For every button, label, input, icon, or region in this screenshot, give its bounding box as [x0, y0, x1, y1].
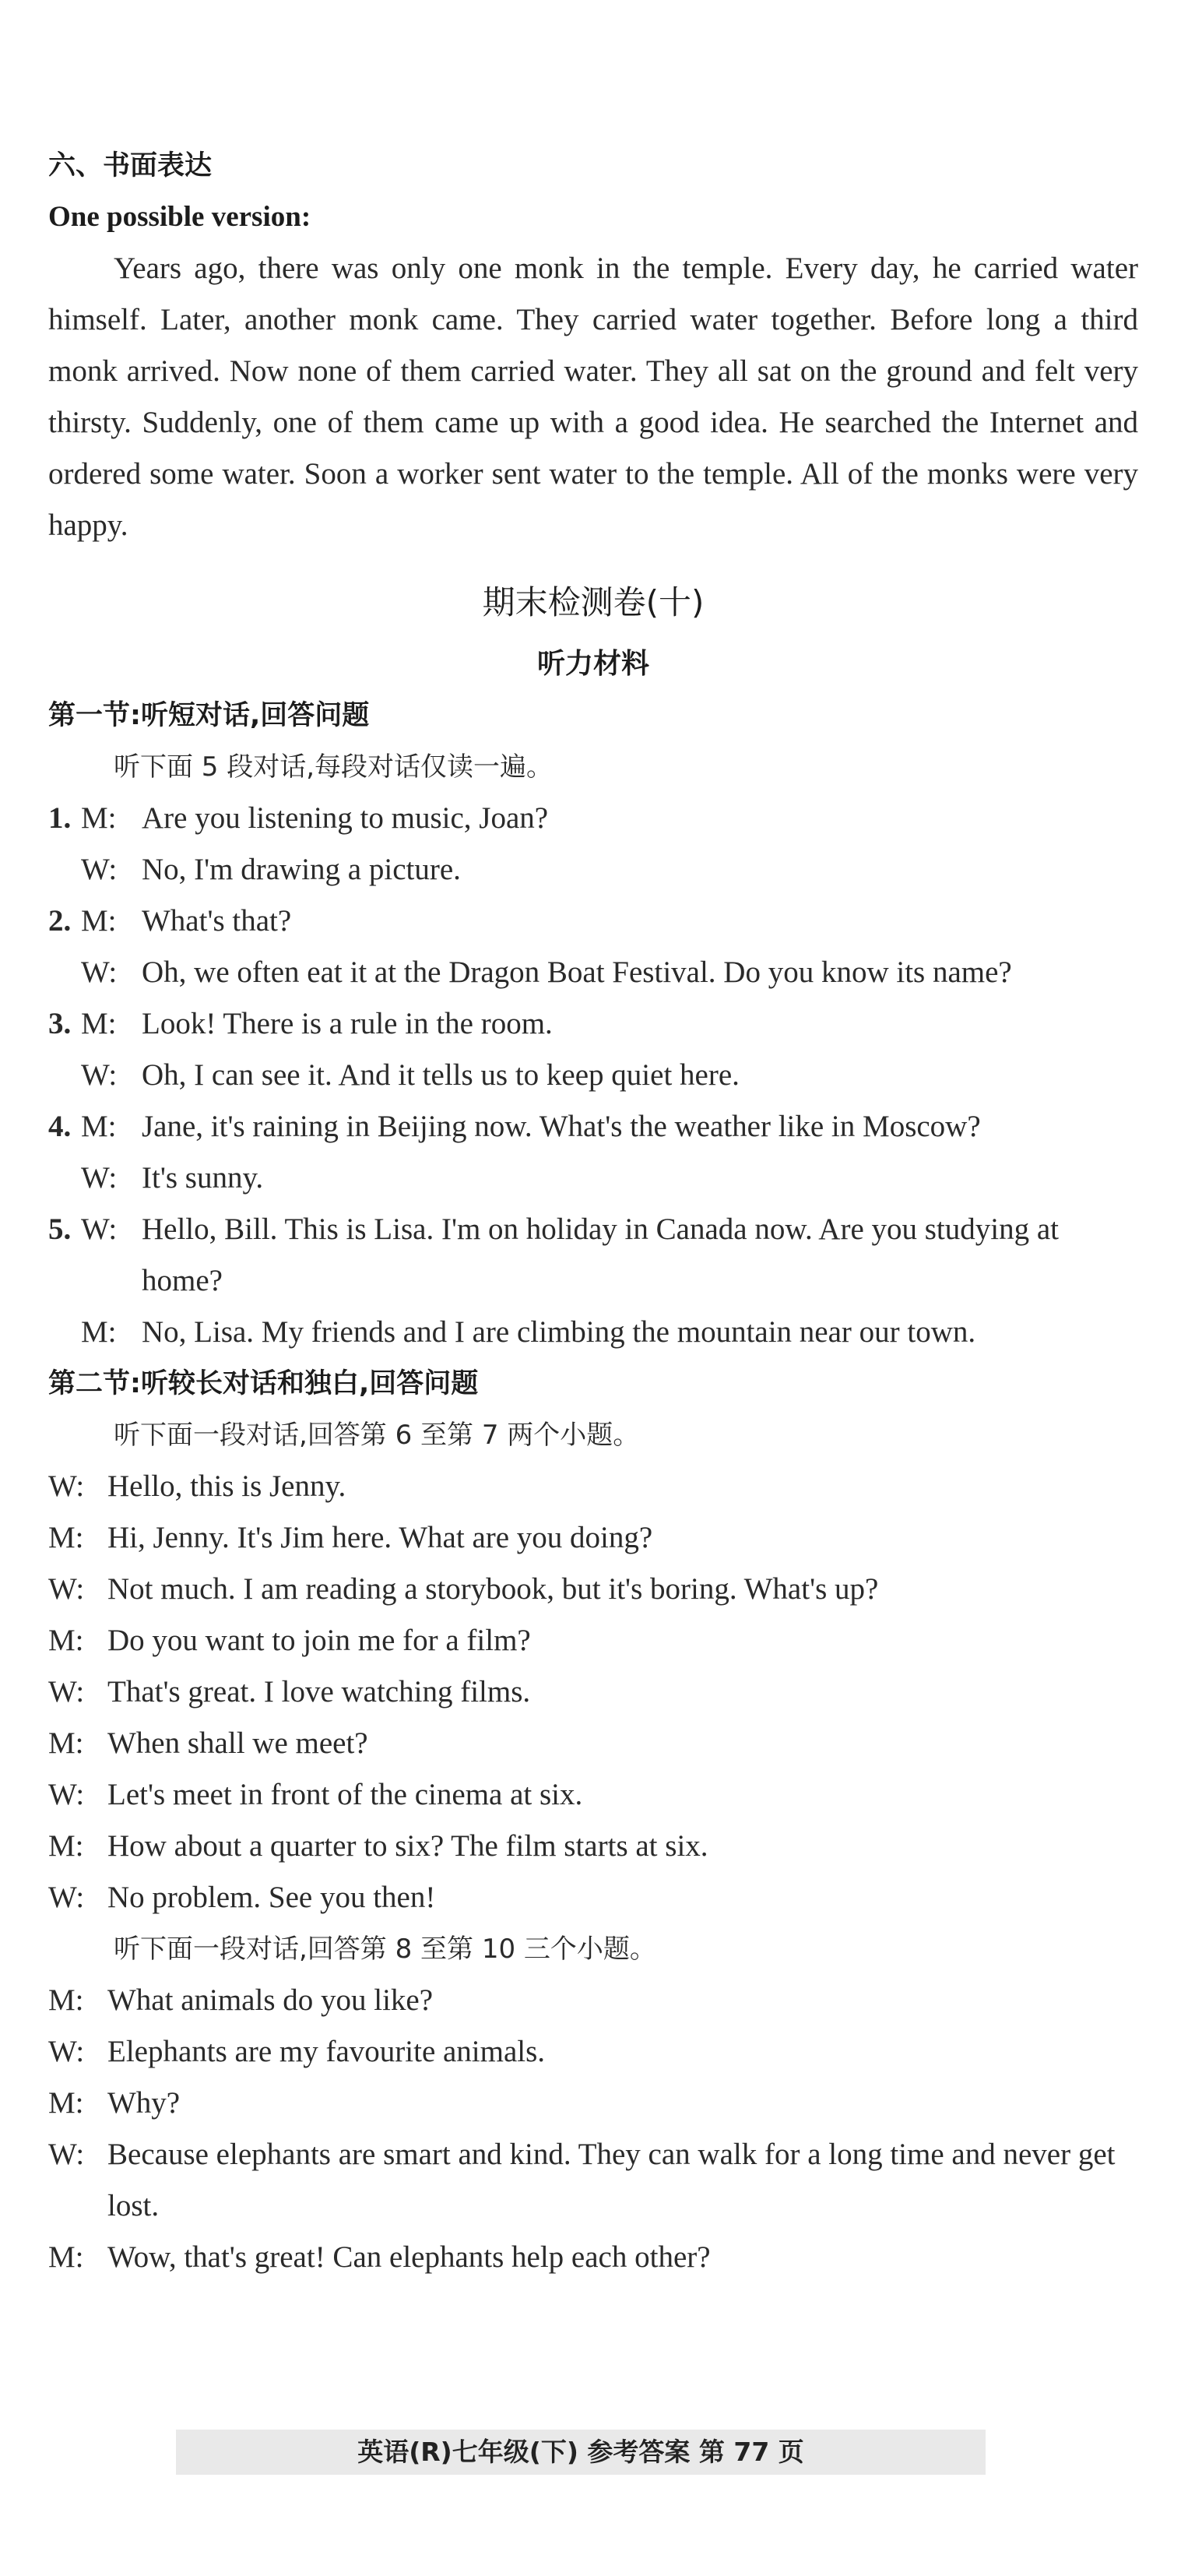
dialog-line	[48, 1564, 1138, 1615]
utterance: Hello, this is Jenny.	[107, 1469, 346, 1503]
utterance: Why?	[107, 2086, 181, 2120]
speaker: W:	[48, 1881, 85, 1914]
content	[48, 140, 1138, 2283]
short-dialogs	[48, 793, 1138, 1358]
speaker: M:	[48, 1726, 84, 1760]
utterance: That's great. I love watching films.	[107, 1675, 531, 1709]
speaker: W:	[81, 853, 118, 886]
utterance: What's that?	[142, 904, 292, 938]
utterance: Wow, that's great! Can elephants help each other?	[107, 2240, 711, 2274]
item-number: 1.	[48, 801, 72, 835]
dialog-line	[48, 1204, 1138, 1307]
dialog-line	[48, 2129, 1138, 2232]
dialog-line	[48, 1307, 1138, 1358]
utterance: Oh, I can see it. And it tells us to keep quiet here.	[142, 1058, 740, 1092]
speaker: W:	[81, 1212, 118, 1246]
speaker: W:	[48, 2035, 85, 2068]
dialog-line	[48, 1821, 1138, 1872]
long-dialog-1	[48, 1461, 1138, 1923]
utterance: Elephants are my favourite animals.	[107, 2035, 546, 2068]
section1-heading: 第一节:听短对话,回答问题	[48, 700, 370, 731]
dialog-line	[48, 793, 1138, 844]
section2-instruction-1: 听下面一段对话,回答第 6 至第 7 两个小题。	[114, 1420, 640, 1451]
utterance: Hi, Jenny. It's Jim here. What are you doing?	[107, 1521, 653, 1554]
dialog-line	[48, 1718, 1138, 1769]
utterance: Do you want to join me for a film?	[107, 1624, 531, 1657]
speaker: M:	[48, 1624, 84, 1657]
section2-instruction-2: 听下面一段对话,回答第 8 至第 10 三个小题。	[114, 1934, 656, 1965]
utterance: Let's meet in front of the cinema at six.	[107, 1778, 583, 1811]
speaker: W:	[48, 1778, 85, 1811]
speaker: M:	[48, 1983, 84, 2017]
utterance: When shall we meet?	[107, 1726, 368, 1760]
dialog-line	[48, 1872, 1138, 1923]
speaker: W:	[48, 1469, 85, 1503]
utterance: Not much. I am reading a storybook, but it's boring. What's up?	[107, 1572, 879, 1606]
dialog-line	[48, 2026, 1138, 2078]
utterance: How about a quarter to six? The film starts at six.	[107, 1829, 708, 1863]
item-number: 2.	[48, 904, 72, 938]
long-dialog-2	[48, 1975, 1138, 2283]
utterance: No, Lisa. My friends and I are climbing the mountain near our town.	[142, 1315, 976, 1349]
dialog-line	[48, 896, 1138, 947]
speaker: W:	[81, 1161, 118, 1195]
dialog-line	[48, 1666, 1138, 1718]
utterance: Look! There is a rule in the room.	[142, 1007, 553, 1040]
dialog-line	[48, 947, 1138, 998]
utterance: No, I'm drawing a picture.	[142, 853, 461, 886]
speaker: M:	[48, 1829, 84, 1863]
item-number: 3.	[48, 1007, 72, 1040]
dialog-line	[48, 844, 1138, 896]
dialog-line	[48, 1461, 1138, 1512]
dialog-line	[48, 1512, 1138, 1564]
speaker: M:	[81, 1315, 117, 1349]
listening-subtitle: 听力材料	[536, 648, 649, 680]
version-label: One possible version:	[48, 201, 311, 233]
speaker: W:	[81, 1058, 118, 1092]
speaker: W:	[81, 955, 118, 989]
utterance: Hello, Bill. This is Lisa. I'm on holiday in Canada now. Are you studying at home?	[142, 1212, 1059, 1297]
item-number: 4.	[48, 1110, 72, 1143]
essay-paragraph: Years ago, there was only one monk in the temple. Every day, he carried water himself. Later, another monk came. They carried water together. Before long a third monk arrived. Now none of them carried water. They all sat on the ground and felt very thirsty. Suddenly, one of them came up with a good idea. He searched the Internet and ordered some water. Soon a worker sent water to the temple. All of the monks were very happy.	[48, 252, 1138, 542]
item-number: 5.	[48, 1212, 72, 1246]
speaker: M:	[81, 1007, 117, 1040]
section2-heading: 第二节:听较长对话和独白,回答问题	[48, 1368, 479, 1399]
speaker: M:	[48, 2240, 84, 2274]
section1-instruction: 听下面 5 段对话,每段对话仅读一遍。	[114, 751, 554, 783]
utterance: Oh, we often eat it at the Dragon Boat Festival. Do you know its name?	[142, 955, 1012, 989]
dialog-line	[48, 1050, 1138, 1101]
speaker: M:	[81, 904, 117, 938]
speaker: M:	[81, 801, 117, 835]
dialog-line	[48, 1769, 1138, 1821]
utterance: What animals do you like?	[107, 1983, 434, 2017]
dialog-line	[48, 998, 1138, 1050]
speaker: M:	[81, 1110, 117, 1143]
utterance: Jane, it's raining in Beijing now. What's the weather like in Moscow?	[142, 1110, 981, 1143]
dialog-line	[48, 1615, 1138, 1666]
dialog-line	[48, 2078, 1138, 2129]
speaker: W:	[48, 1675, 85, 1709]
utterance: It's sunny.	[142, 1161, 264, 1195]
exam-title: 期末检测卷(十)	[482, 583, 705, 621]
dialog-line	[48, 2232, 1138, 2283]
dialog-line	[48, 1153, 1138, 1204]
speaker: W:	[48, 2138, 85, 2171]
utterance: Are you listening to music, Joan?	[142, 801, 549, 835]
speaker: W:	[48, 1572, 85, 1606]
dialog-line	[48, 1975, 1138, 2026]
dialog-line	[48, 1101, 1138, 1153]
utterance: No problem. See you then!	[107, 1881, 436, 1914]
speaker: M:	[48, 2086, 84, 2120]
writing-heading: 六、书面表达	[48, 150, 213, 181]
speaker: M:	[48, 1521, 84, 1554]
page-footer: 英语(R)七年级(下) 参考答案 第 77 页	[176, 2430, 986, 2475]
utterance: Because elephants are smart and kind. They can walk for a long time and never get lost.	[107, 2138, 1116, 2222]
